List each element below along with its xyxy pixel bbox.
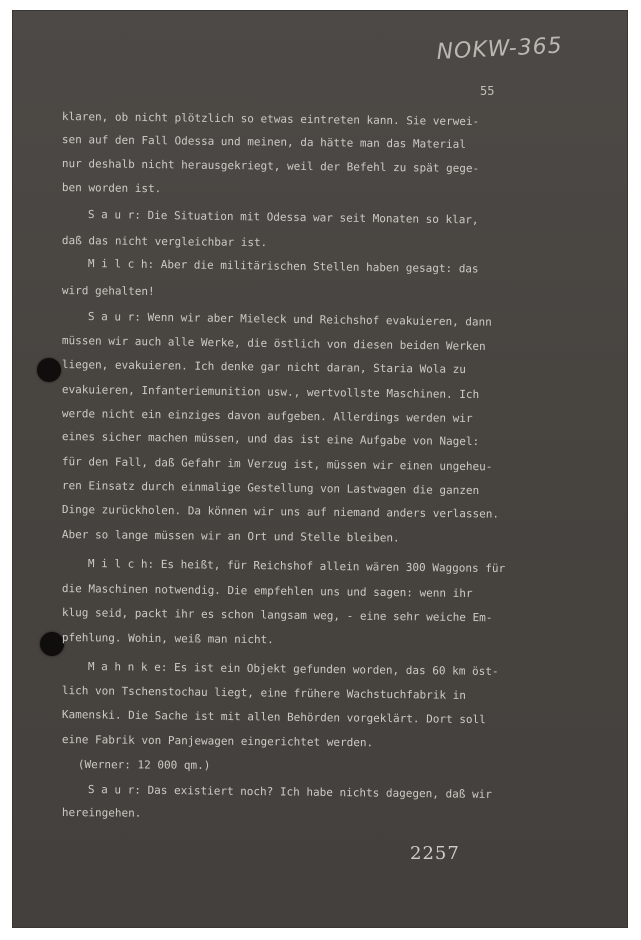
text-line: für den Fall, daß Gefahr im Verzug ist, müssen wir einen ungeheu- xyxy=(61,455,493,474)
text-line: müssen wir auch alle Werke, die östlich von diesen beiden Werken xyxy=(61,334,486,353)
text-line: klug seid, packt ihr es schon langsam weg, - eine sehr weiche Em- xyxy=(61,606,493,625)
text-line: eine Fabrik von Panjewagen eingerichtet werden. xyxy=(61,733,374,750)
text-line: hereingehen. xyxy=(61,806,142,820)
text-line: lich von Tschenstochau liegt, eine frühere Wachstuchfabrik in xyxy=(61,684,466,702)
text-line: S a u r: Wenn wir aber Mieleck und Reichshof evakuieren, dann xyxy=(87,310,492,329)
page-number: 55 xyxy=(480,84,495,98)
text-line: eines sicher machen müssen, und das ist eine Aufgabe von Nagel: xyxy=(61,430,480,449)
text-line: Kamenski. Die Sache ist mit allen Behörden vorgeklärt. Dort soll xyxy=(61,708,486,727)
text-line: ren Einsatz durch einmalige Gestellung von Lastwagen die ganzen xyxy=(61,479,480,498)
text-line: ben worden ist. xyxy=(61,181,162,196)
text-line: M a h n k e: Es ist ein Objekt gefunden worden, das 60 km öst- xyxy=(87,660,499,679)
text-line: M i l c h: Es heißt, für Reichshof allein wären 300 Waggons für xyxy=(87,557,506,576)
text-line: M i l c h: Aber die militärischen Stellen haben gesagt: das xyxy=(87,257,479,276)
text-line: nur deshalb nicht herausgekriegt, weil der Befehl zu spät gege- xyxy=(61,157,480,176)
text-line: S a u r: Die Situation mit Odessa war seit Monaten so klar, xyxy=(87,208,479,227)
archive-stamp-number: 2257 xyxy=(410,843,460,864)
text-line: Aber so lange müssen wir an Ort und Stelle bleiben. xyxy=(61,528,400,545)
text-line: sen auf den Fall Odessa und meinen, da hätte man das Material xyxy=(61,133,466,151)
text-line: pfehlung. Wohin, weiß man nicht. xyxy=(61,631,274,647)
punch-hole-upper xyxy=(37,358,61,382)
text-line: evakuieren, Infanteriemunition usw., wertvollste Maschinen. Ich xyxy=(61,383,480,402)
text-line: daß das nicht vergleichbar ist. xyxy=(61,234,268,250)
text-line: wird gehalten! xyxy=(61,284,155,298)
text-line: klaren, ob nicht plötzlich so etwas eintreten kann. Sie verwei- xyxy=(61,110,480,129)
text-line: liegen, evakuieren. Ich denke gar nicht daran, Staria Wola zu xyxy=(61,358,466,376)
document-reference-handwritten: NOKW-365 xyxy=(436,33,564,65)
text-line: Dinge zurückholen. Da können wir uns auf niemand anders verlassen. xyxy=(61,503,500,521)
punch-hole-lower xyxy=(40,632,64,656)
text-line: (Werner: 12 000 qm.) xyxy=(77,758,211,772)
text-line: S a u r: Das existiert noch? Ich habe nichts dagegen, daß wir xyxy=(87,783,492,801)
text-line: die Maschinen notwendig. Die empfehlen uns und sagen: wenn ihr xyxy=(61,582,473,601)
text-line: werde nicht ein einziges davon aufgeben. Allerdings werden wir xyxy=(61,407,473,426)
